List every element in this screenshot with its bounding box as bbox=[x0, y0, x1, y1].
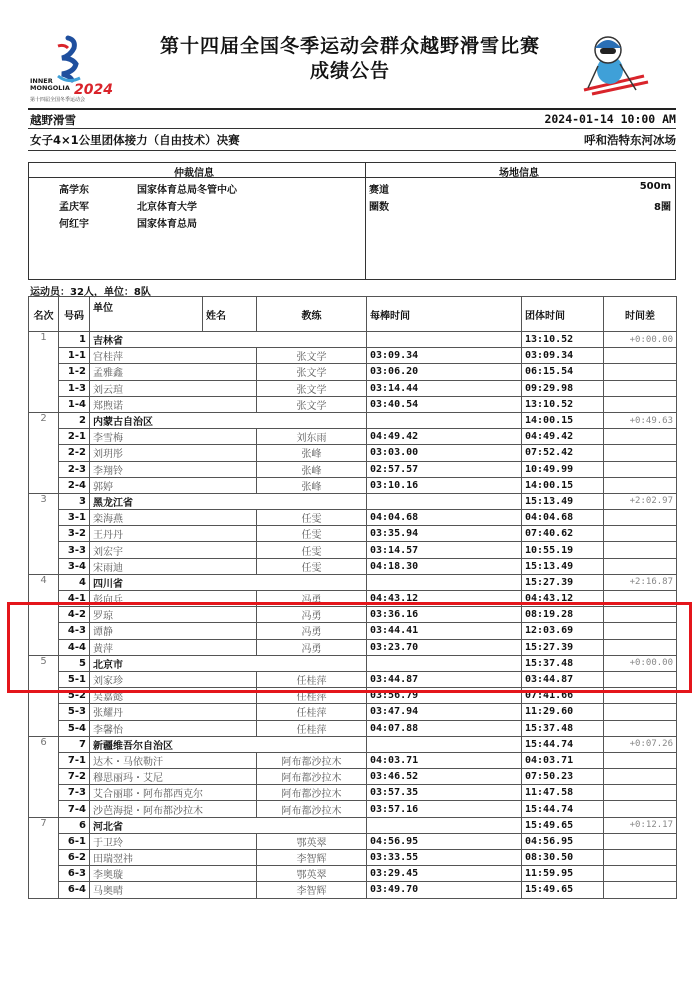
athlete-bib: 7-2 bbox=[59, 769, 90, 785]
team-bib: 4 bbox=[59, 574, 90, 590]
venue-value-laps: 8圈 bbox=[654, 202, 671, 213]
athlete-bib: 3-3 bbox=[59, 542, 90, 558]
team-name: 河北省 bbox=[90, 817, 367, 833]
header-rule-3 bbox=[28, 150, 676, 151]
athlete-row bbox=[29, 364, 677, 380]
athlete-name: 李翔铃 bbox=[90, 461, 257, 477]
athlete-diff-empty bbox=[604, 445, 677, 461]
athlete-bib: 5-4 bbox=[59, 720, 90, 736]
team-total-time: 15:27.39 bbox=[522, 574, 604, 590]
athlete-row bbox=[29, 639, 677, 655]
mascot-image bbox=[578, 28, 650, 100]
team-total-time: 15:13.49 bbox=[522, 493, 604, 509]
athlete-diff-empty bbox=[604, 607, 677, 623]
team-leg-empty bbox=[367, 655, 522, 671]
venue-value-track: 500m bbox=[639, 181, 671, 192]
athlete-cumulative-time: 15:27.39 bbox=[522, 639, 604, 655]
athlete-cumulative-time: 03:09.34 bbox=[522, 348, 604, 364]
athlete-cumulative-time: 08:30.50 bbox=[522, 850, 604, 866]
athlete-name: 孟雅鑫 bbox=[90, 364, 257, 380]
athlete-row bbox=[29, 850, 677, 866]
athlete-name: 郭婷 bbox=[90, 477, 257, 493]
athlete-diff-empty bbox=[604, 542, 677, 558]
athlete-cumulative-time: 11:47.58 bbox=[522, 785, 604, 801]
athlete-name: 吴嘉懿 bbox=[90, 688, 257, 704]
team-rank: 1 bbox=[29, 332, 59, 413]
athlete-bib: 2-1 bbox=[59, 429, 90, 445]
participant-summary: 运动员：32人，单位：8队 bbox=[30, 287, 151, 298]
athlete-bib: 7-1 bbox=[59, 752, 90, 768]
athlete-bib: 6-3 bbox=[59, 866, 90, 882]
athlete-coach: 阿布都沙拉木 bbox=[257, 752, 367, 768]
athlete-leg-time: 04:56.95 bbox=[367, 833, 522, 849]
athlete-row bbox=[29, 429, 677, 445]
team-total-time: 14:00.15 bbox=[522, 412, 604, 428]
athlete-leg-time: 03:44.87 bbox=[367, 671, 522, 687]
athlete-name: 沙芭海提・阿布都沙拉木 bbox=[90, 801, 257, 817]
athlete-diff-empty bbox=[604, 461, 677, 477]
athlete-coach: 张峰 bbox=[257, 461, 367, 477]
athlete-bib: 2-3 bbox=[59, 461, 90, 477]
athlete-name: 宋雨迪 bbox=[90, 558, 257, 574]
athlete-diff-empty bbox=[604, 801, 677, 817]
athlete-coach: 阿布都沙拉木 bbox=[257, 785, 367, 801]
team-rank: 7 bbox=[29, 817, 59, 898]
athlete-leg-time: 04:18.30 bbox=[367, 558, 522, 574]
col-team-time: 团体时间 bbox=[522, 297, 604, 332]
team-time-diff: +0:07.26 bbox=[604, 736, 677, 752]
athlete-coach: 任桂萍 bbox=[257, 671, 367, 687]
athlete-row bbox=[29, 396, 677, 412]
athlete-diff-empty bbox=[604, 396, 677, 412]
athlete-row bbox=[29, 510, 677, 526]
team-rank: 5 bbox=[29, 655, 59, 736]
col-rank: 名次 bbox=[29, 297, 59, 332]
team-leg-empty bbox=[367, 412, 522, 428]
team-rank: 4 bbox=[29, 574, 59, 655]
logo-year: 2024 bbox=[74, 82, 113, 98]
athlete-leg-time: 04:07.88 bbox=[367, 720, 522, 736]
athlete-cumulative-time: 13:10.52 bbox=[522, 396, 604, 412]
athlete-row bbox=[29, 671, 677, 687]
athlete-diff-empty bbox=[604, 882, 677, 898]
athlete-diff-empty bbox=[604, 850, 677, 866]
athlete-diff-empty bbox=[604, 639, 677, 655]
skier-mascot-icon bbox=[578, 28, 650, 100]
athlete-coach: 冯勇 bbox=[257, 607, 367, 623]
athlete-row bbox=[29, 623, 677, 639]
athlete-bib: 1-1 bbox=[59, 348, 90, 364]
athlete-coach: 冯勇 bbox=[257, 639, 367, 655]
team-row bbox=[29, 736, 677, 752]
athlete-diff-empty bbox=[604, 785, 677, 801]
team-time-diff: +0:12.17 bbox=[604, 817, 677, 833]
team-name: 吉林省 bbox=[90, 332, 367, 348]
team-leg-empty bbox=[367, 332, 522, 348]
athlete-coach: 任桂萍 bbox=[257, 720, 367, 736]
athlete-leg-time: 02:57.57 bbox=[367, 461, 522, 477]
athlete-row bbox=[29, 526, 677, 542]
athlete-diff-empty bbox=[604, 364, 677, 380]
athlete-coach: 冯勇 bbox=[257, 591, 367, 607]
team-name: 北京市 bbox=[90, 655, 367, 671]
event-datetime: 2024-01-14 10:00 AM bbox=[544, 112, 676, 126]
athlete-cumulative-time: 06:15.54 bbox=[522, 364, 604, 380]
athlete-cumulative-time: 07:52.42 bbox=[522, 445, 604, 461]
event-name: 女子4×1公里团体接力（自由技术）决赛 bbox=[30, 133, 240, 147]
athlete-name: 刘家珍 bbox=[90, 671, 257, 687]
team-leg-empty bbox=[367, 736, 522, 752]
athlete-bib: 6-1 bbox=[59, 833, 90, 849]
athlete-leg-time: 03:57.35 bbox=[367, 785, 522, 801]
athlete-name: 达木・马依勒汗 bbox=[90, 752, 257, 768]
venue-label-track: 赛道 bbox=[369, 185, 389, 196]
team-bib: 7 bbox=[59, 736, 90, 752]
team-total-time: 13:10.52 bbox=[522, 332, 604, 348]
athlete-bib: 7-4 bbox=[59, 801, 90, 817]
athlete-cumulative-time: 10:55.19 bbox=[522, 542, 604, 558]
athlete-row bbox=[29, 704, 677, 720]
athlete-bib: 4-1 bbox=[59, 591, 90, 607]
venue-caption: 场地信息 bbox=[499, 168, 539, 179]
athlete-cumulative-time: 04:03.71 bbox=[522, 752, 604, 768]
venue-label-laps: 圈数 bbox=[369, 202, 389, 213]
team-total-time: 15:44.74 bbox=[522, 736, 604, 752]
athlete-diff-empty bbox=[604, 348, 677, 364]
team-bib: 5 bbox=[59, 655, 90, 671]
athlete-leg-time: 03:10.16 bbox=[367, 477, 522, 493]
athlete-cumulative-time: 10:49.99 bbox=[522, 461, 604, 477]
athlete-cumulative-time: 15:13.49 bbox=[522, 558, 604, 574]
athlete-diff-empty bbox=[604, 752, 677, 768]
team-time-diff: +0:00.00 bbox=[604, 655, 677, 671]
athlete-bib: 3-4 bbox=[59, 558, 90, 574]
athlete-coach: 冯勇 bbox=[257, 623, 367, 639]
athlete-leg-time: 03:56.79 bbox=[367, 688, 522, 704]
athlete-diff-empty bbox=[604, 671, 677, 687]
table-header-row bbox=[29, 297, 677, 332]
team-row bbox=[29, 655, 677, 671]
team-time-diff: +0:49.63 bbox=[604, 412, 677, 428]
athlete-leg-time: 03:36.16 bbox=[367, 607, 522, 623]
athlete-diff-empty bbox=[604, 510, 677, 526]
col-leg-time: 每棒时间 bbox=[367, 297, 522, 332]
athlete-coach: 任雯 bbox=[257, 510, 367, 526]
athlete-row bbox=[29, 445, 677, 461]
athlete-cumulative-time: 12:03.69 bbox=[522, 623, 604, 639]
logo-text-inner: INNER bbox=[30, 77, 53, 85]
athlete-leg-time: 03:44.41 bbox=[367, 623, 522, 639]
col-coach: 教练 bbox=[257, 297, 367, 332]
athlete-row bbox=[29, 752, 677, 768]
athlete-name: 栾海燕 bbox=[90, 510, 257, 526]
athlete-row bbox=[29, 542, 677, 558]
games-logo bbox=[28, 32, 120, 104]
athlete-row bbox=[29, 769, 677, 785]
team-bib: 3 bbox=[59, 493, 90, 509]
team-leg-empty bbox=[367, 493, 522, 509]
athlete-name: 罗琼 bbox=[90, 607, 257, 623]
athlete-diff-empty bbox=[604, 688, 677, 704]
athlete-coach: 任雯 bbox=[257, 558, 367, 574]
athlete-name: 谭静 bbox=[90, 623, 257, 639]
athlete-coach: 张文学 bbox=[257, 364, 367, 380]
athlete-bib: 1-3 bbox=[59, 380, 90, 396]
athlete-cumulative-time: 04:49.42 bbox=[522, 429, 604, 445]
col-unit: 单位 bbox=[90, 297, 203, 332]
athlete-leg-time: 04:43.12 bbox=[367, 591, 522, 607]
athlete-cumulative-time: 11:59.95 bbox=[522, 866, 604, 882]
athlete-coach: 张文学 bbox=[257, 348, 367, 364]
athlete-cumulative-time: 03:44.87 bbox=[522, 671, 604, 687]
team-row bbox=[29, 332, 677, 348]
team-name: 四川省 bbox=[90, 574, 367, 590]
athlete-coach: 阿布都沙拉木 bbox=[257, 769, 367, 785]
athlete-row bbox=[29, 785, 677, 801]
official-name: 高学东 bbox=[59, 185, 89, 196]
athlete-bib: 6-4 bbox=[59, 882, 90, 898]
document-title: 第十四届全国冬季运动会群众越野滑雪比赛 bbox=[159, 35, 540, 57]
athlete-diff-empty bbox=[604, 720, 677, 736]
athlete-leg-time: 03:14.57 bbox=[367, 542, 522, 558]
col-diff: 时间差 bbox=[604, 297, 677, 332]
document-subtitle: 成绩公告 bbox=[309, 60, 390, 82]
athlete-row bbox=[29, 882, 677, 898]
official-name: 孟庆军 bbox=[59, 202, 89, 213]
athlete-coach: 任雯 bbox=[257, 542, 367, 558]
athlete-leg-time: 04:04.68 bbox=[367, 510, 522, 526]
athlete-name: 刘玥彤 bbox=[90, 445, 257, 461]
athlete-coach: 张文学 bbox=[257, 380, 367, 396]
athlete-bib: 3-2 bbox=[59, 526, 90, 542]
athlete-cumulative-time: 09:29.98 bbox=[522, 380, 604, 396]
athlete-coach: 李智辉 bbox=[257, 850, 367, 866]
athlete-bib: 1-4 bbox=[59, 396, 90, 412]
athlete-row bbox=[29, 688, 677, 704]
team-bib: 1 bbox=[59, 332, 90, 348]
col-bib: 号码 bbox=[59, 297, 90, 332]
athlete-diff-empty bbox=[604, 477, 677, 493]
athlete-name: 于卫玲 bbox=[90, 833, 257, 849]
athlete-leg-time: 03:33.55 bbox=[367, 850, 522, 866]
athlete-row bbox=[29, 461, 677, 477]
athlete-bib: 1-2 bbox=[59, 364, 90, 380]
athlete-cumulative-time: 04:04.68 bbox=[522, 510, 604, 526]
athlete-diff-empty bbox=[604, 866, 677, 882]
athlete-bib: 5-1 bbox=[59, 671, 90, 687]
athlete-name: 李雪梅 bbox=[90, 429, 257, 445]
logo-text-mongolia: MONGOLIA bbox=[30, 84, 70, 92]
official-org: 国家体育总局 bbox=[137, 219, 197, 230]
athlete-bib: 6-2 bbox=[59, 850, 90, 866]
athlete-row bbox=[29, 558, 677, 574]
results-table bbox=[28, 296, 677, 899]
athlete-diff-empty bbox=[604, 623, 677, 639]
athlete-name: 李馨怡 bbox=[90, 720, 257, 736]
athlete-coach: 阿布都沙拉木 bbox=[257, 801, 367, 817]
athlete-leg-time: 03:03.00 bbox=[367, 445, 522, 461]
athlete-row bbox=[29, 833, 677, 849]
athlete-leg-time: 03:09.34 bbox=[367, 348, 522, 364]
athlete-cumulative-time: 15:44.74 bbox=[522, 801, 604, 817]
athlete-diff-empty bbox=[604, 704, 677, 720]
athlete-name: 刘云瑄 bbox=[90, 380, 257, 396]
athlete-row bbox=[29, 348, 677, 364]
athlete-coach: 鄂英翠 bbox=[257, 866, 367, 882]
athlete-cumulative-time: 07:50.23 bbox=[522, 769, 604, 785]
athlete-diff-empty bbox=[604, 591, 677, 607]
team-row bbox=[29, 817, 677, 833]
team-rank: 6 bbox=[29, 736, 59, 817]
athlete-bib: 5-2 bbox=[59, 688, 90, 704]
athlete-coach: 刘东雨 bbox=[257, 429, 367, 445]
team-rank: 3 bbox=[29, 493, 59, 574]
athlete-cumulative-time: 04:43.12 bbox=[522, 591, 604, 607]
athlete-bib: 3-1 bbox=[59, 510, 90, 526]
official-name: 何红宇 bbox=[59, 219, 89, 230]
athlete-coach: 鄂英翠 bbox=[257, 833, 367, 849]
team-rank: 2 bbox=[29, 412, 59, 493]
athlete-leg-time: 03:57.16 bbox=[367, 801, 522, 817]
official-org: 国家体育总局冬管中心 bbox=[137, 185, 237, 196]
athlete-name: 马奥晴 bbox=[90, 882, 257, 898]
athlete-bib: 5-3 bbox=[59, 704, 90, 720]
athlete-cumulative-time: 11:29.60 bbox=[522, 704, 604, 720]
athlete-leg-time: 03:35.94 bbox=[367, 526, 522, 542]
athlete-leg-time: 03:46.52 bbox=[367, 769, 522, 785]
team-time-diff: +2:02.97 bbox=[604, 493, 677, 509]
athlete-cumulative-time: 07:41.66 bbox=[522, 688, 604, 704]
athlete-name: 艾合丽耶・阿布都西克尔 bbox=[90, 785, 257, 801]
header-rule-2 bbox=[28, 128, 676, 129]
athlete-coach: 张文学 bbox=[257, 396, 367, 412]
logo-subtext: 第十四届全国冬季运动会 bbox=[30, 97, 86, 103]
athlete-coach: 张峰 bbox=[257, 445, 367, 461]
team-bib: 6 bbox=[59, 817, 90, 833]
athlete-leg-time: 03:40.54 bbox=[367, 396, 522, 412]
athlete-leg-time: 04:49.42 bbox=[367, 429, 522, 445]
athlete-bib: 2-2 bbox=[59, 445, 90, 461]
athlete-name: 李奥璇 bbox=[90, 866, 257, 882]
athlete-diff-empty bbox=[604, 380, 677, 396]
athlete-diff-empty bbox=[604, 558, 677, 574]
team-name: 黑龙江省 bbox=[90, 493, 367, 509]
athlete-name: 王丹丹 bbox=[90, 526, 257, 542]
officials-caption: 仲裁信息 bbox=[174, 168, 214, 179]
header-rule bbox=[28, 108, 676, 110]
athlete-name: 刘宏宇 bbox=[90, 542, 257, 558]
athlete-coach: 张峰 bbox=[257, 477, 367, 493]
official-org: 北京体育大学 bbox=[137, 202, 197, 213]
athlete-cumulative-time: 08:19.28 bbox=[522, 607, 604, 623]
team-bib: 2 bbox=[59, 412, 90, 428]
sport-name: 越野滑雪 bbox=[30, 113, 76, 127]
team-leg-empty bbox=[367, 817, 522, 833]
team-row bbox=[29, 493, 677, 509]
athlete-row bbox=[29, 607, 677, 623]
athlete-cumulative-time: 15:49.65 bbox=[522, 882, 604, 898]
athlete-diff-empty bbox=[604, 769, 677, 785]
team-name: 内蒙古自治区 bbox=[90, 412, 367, 428]
athlete-cumulative-time: 04:56.95 bbox=[522, 833, 604, 849]
athlete-leg-time: 03:23.70 bbox=[367, 639, 522, 655]
athlete-coach: 任雯 bbox=[257, 526, 367, 542]
athlete-name: 穆思丽玛・艾尼 bbox=[90, 769, 257, 785]
athlete-bib: 2-4 bbox=[59, 477, 90, 493]
athlete-leg-time: 03:14.44 bbox=[367, 380, 522, 396]
athlete-name: 郑煦诺 bbox=[90, 396, 257, 412]
col-name: 姓名 bbox=[203, 297, 257, 332]
athlete-name: 张耀丹 bbox=[90, 704, 257, 720]
team-row bbox=[29, 412, 677, 428]
athlete-coach: 任桂萍 bbox=[257, 704, 367, 720]
team-leg-empty bbox=[367, 574, 522, 590]
athlete-leg-time: 03:29.45 bbox=[367, 866, 522, 882]
team-total-time: 15:37.48 bbox=[522, 655, 604, 671]
athlete-row bbox=[29, 380, 677, 396]
athlete-coach: 李智辉 bbox=[257, 882, 367, 898]
team-name: 新疆维吾尔自治区 bbox=[90, 736, 367, 752]
athlete-row bbox=[29, 720, 677, 736]
athlete-leg-time: 03:47.94 bbox=[367, 704, 522, 720]
athlete-cumulative-time: 14:00.15 bbox=[522, 477, 604, 493]
athlete-row bbox=[29, 866, 677, 882]
athlete-name: 宫桂萍 bbox=[90, 348, 257, 364]
athlete-diff-empty bbox=[604, 526, 677, 542]
athlete-bib: 7-3 bbox=[59, 785, 90, 801]
athlete-leg-time: 04:03.71 bbox=[367, 752, 522, 768]
athlete-row bbox=[29, 591, 677, 607]
team-total-time: 15:49.65 bbox=[522, 817, 604, 833]
athlete-name: 彭向兵 bbox=[90, 591, 257, 607]
info-box bbox=[28, 162, 676, 280]
athlete-cumulative-time: 07:40.62 bbox=[522, 526, 604, 542]
athlete-bib: 4-2 bbox=[59, 607, 90, 623]
athlete-row bbox=[29, 801, 677, 817]
athlete-name: 黄萍 bbox=[90, 639, 257, 655]
team-time-diff: +2:16.87 bbox=[604, 574, 677, 590]
athlete-bib: 4-4 bbox=[59, 639, 90, 655]
athlete-row bbox=[29, 477, 677, 493]
team-time-diff: +0:00.00 bbox=[604, 332, 677, 348]
athlete-name: 田瑞翌祎 bbox=[90, 850, 257, 866]
team-row bbox=[29, 574, 677, 590]
athlete-bib: 4-3 bbox=[59, 623, 90, 639]
athlete-leg-time: 03:06.20 bbox=[367, 364, 522, 380]
venue-name: 呼和浩特东河冰场 bbox=[584, 133, 676, 147]
athlete-diff-empty bbox=[604, 833, 677, 849]
athlete-leg-time: 03:49.70 bbox=[367, 882, 522, 898]
athlete-cumulative-time: 15:37.48 bbox=[522, 720, 604, 736]
athlete-diff-empty bbox=[604, 429, 677, 445]
athlete-coach: 任桂萍 bbox=[257, 688, 367, 704]
